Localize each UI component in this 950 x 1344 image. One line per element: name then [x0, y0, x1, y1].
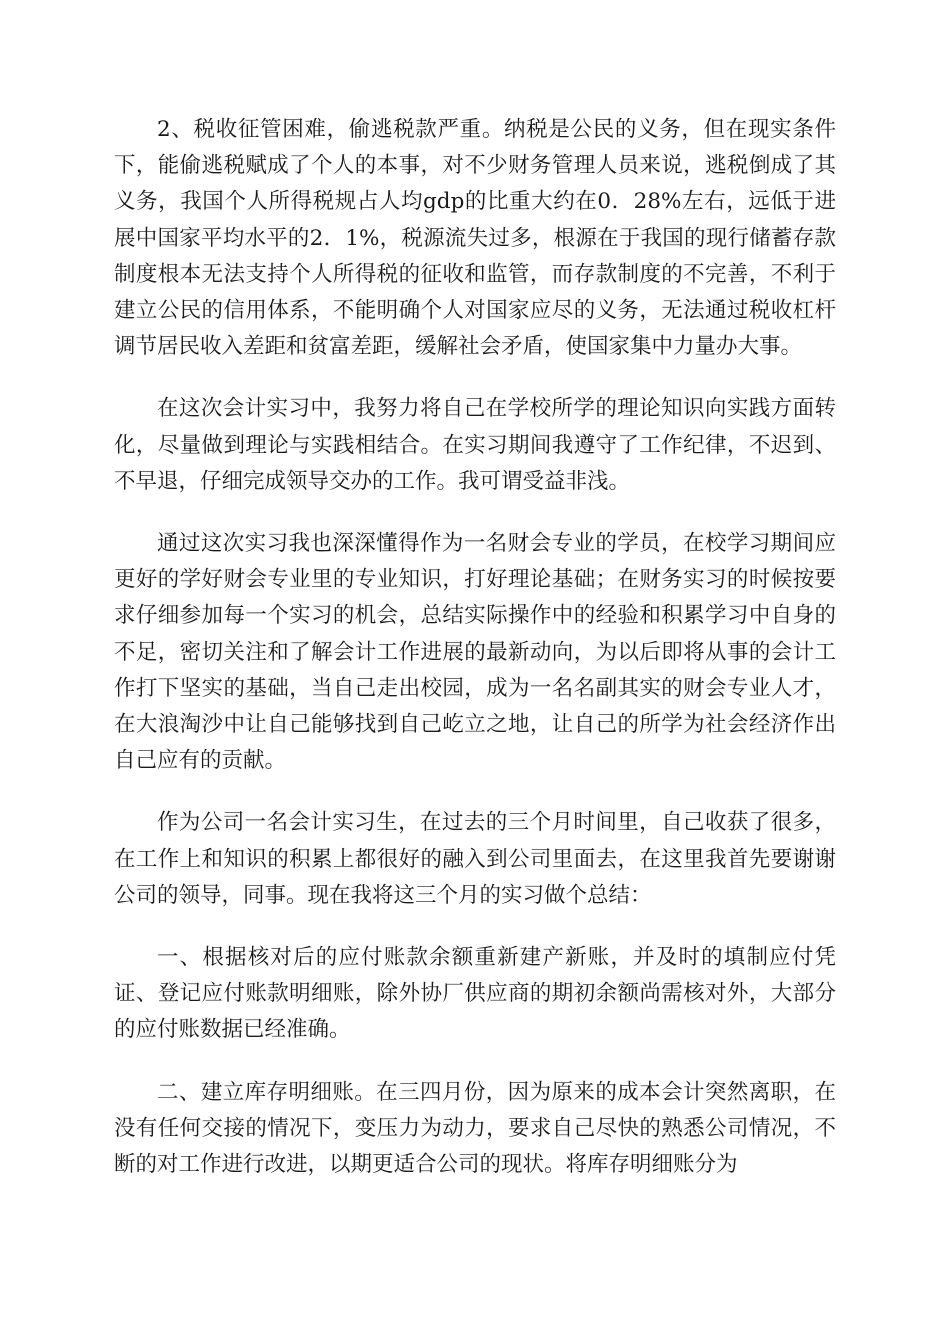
paragraph-internship-lessons: 通过这次实习我也深深懂得作为一名财会专业的学员，在校学习期间应更好的学好财会专业里的专业知识，打好理论基础；在财务实习的时候按要求仔细参加每一个实习的机会，总结实际操作中的经验和积累学习中自身的不足，密切关注和了解会计工作进展的最新动向，为以后即将从事的会计工作打下坚实的基础，当自己走出校园，成为一名名副其实的财会专业人才，在大浪淘沙中让自己能够找到自己屹立之地，让自己的所学为社会经济作出自己应有的贡献。 — [114, 531, 836, 774]
document-body — [114, 112, 836, 1209]
paragraph-summary-intro: 作为公司一名会计实习生，在过去的三个月时间里，自己收获了很多，在工作上和知识的积累上都很好的融入到公司里面去，在这里我首先要谢谢公司的领导，同事。现在我将这三个月的实习做个总结： — [114, 810, 836, 908]
paragraph-internship-practice: 在这次会计实习中，我努力将自己在学校所学的理论知识向实践方面转化，尽量做到理论与实践相结合。在实习期间我遵守了工作纪律，不迟到、不早退，仔细完成领导交办的工作。我可谓受益非浅。 — [114, 396, 836, 494]
paragraph-item-two: 二、建立库存明细账。在三四月份，因为原来的成本会计突然离职，在没有任何交接的情况下，变压力为动力，要求自己尽快的熟悉公司情况，不断的对工作进行改进，以期更适合公司的现状。将库存明细账分为 — [114, 1079, 836, 1178]
paragraph-item-one: 一、根据核对后的应付账款余额重新建产新账，并及时的填制应付凭证、登记应付账款明细账，除外协厂供应商的期初余额尚需核对外，大部分的应付账数据已经准确。 — [114, 945, 836, 1043]
paragraph-tax-collection: 2、税收征管困难，偷逃税款严重。纳税是公民的义务，但在现实条件下，能偷逃税赋成了个人的本事，对不少财务管理人员来说，逃税倒成了其义务，我国个人所得税规占人均gdp的比重大约在0．28%左右，远低于进展中国家平均水平的2．1%，税源流失过多，根源在于我国的现行储蓄存款制度根本无法支持个人所得税的征收和监管，而存款制度的不完善，不利于建立公民的信用体系，不能明确个人对国家应尽的义务，无法通过税收杠杆调节居民收入差距和贫富差距，缓解社会矛盾，使国家集中力量办大事。 — [114, 117, 836, 360]
